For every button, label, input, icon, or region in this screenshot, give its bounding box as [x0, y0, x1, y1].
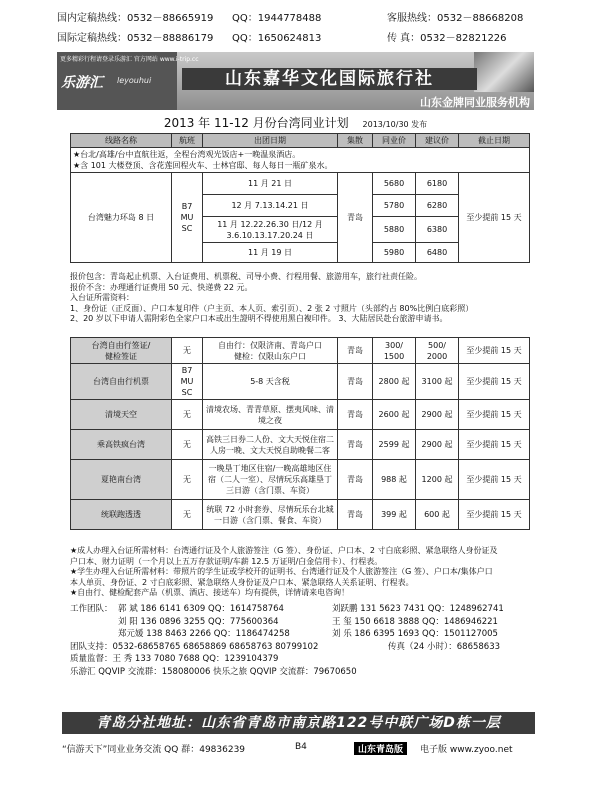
team-label: 工作团队：	[70, 604, 113, 614]
peer-price: 5680	[373, 173, 416, 195]
brand-en: leyouhui	[117, 76, 152, 85]
deadline: 至少提前 15 天	[459, 500, 530, 530]
deadline: 至少提前 15 天	[459, 338, 530, 364]
paper-edition-badge: 山东青岛版	[354, 742, 407, 755]
package-note: ★自由行、健检配套产品（机票、酒店、接送车）均有提供，详情请来电咨询！	[70, 588, 350, 597]
flight-cell: 无	[172, 430, 203, 460]
deadline: 至少提前 15 天	[459, 173, 530, 263]
col-suggest-price: 建议价	[416, 134, 459, 148]
city-cell: 青岛	[338, 460, 373, 500]
qq-2: QQ：1650624813	[232, 33, 322, 44]
contact-block	[70, 603, 530, 679]
col-route: 线路名称	[71, 134, 172, 148]
deadline: 至少提前 15 天	[459, 430, 530, 460]
student-req-1: ★学生办理入台证所需材料：带照片的学生证或学校开的证明书、台湾通行证及个人旅游签注（G 签）、户口本/集体户口	[70, 567, 493, 576]
route-name: 台湾魅力环岛 8 日	[71, 173, 172, 263]
brand-logo: 乐游汇	[61, 75, 103, 91]
e-edition: 电子版 www.zyoo.net	[420, 745, 513, 755]
note-docs-2: 2、20 岁以下申请人需附彩色全家户口本或出生證明不得使用黑白複印件。 3、大陆居民赴台旅游申请书。	[70, 314, 448, 323]
peer-price: 2599 起	[373, 430, 416, 460]
fax-line: 传 真：0532－82821226	[387, 33, 507, 44]
student-req-2: 本人单页、身份证、2 寸白底彩照、紧急联络人身份证及户口本、紧急联络人关系证明、行程表。	[70, 577, 414, 587]
feature-1: ★台北/高雄/台中直航往返，全程台湾观光饭店+一晚温泉酒店。	[73, 150, 301, 159]
service-hotline: 客服热线：0532－88668208	[387, 13, 524, 24]
product-name: 台湾自由行签证/ 健检签证	[71, 338, 172, 364]
title-text: 2013 年 11-12 月份台湾同业计划	[163, 116, 349, 130]
city-cell: 青岛	[338, 338, 373, 364]
table-row	[71, 400, 530, 430]
product-name: 夏艳南台湾	[71, 460, 172, 500]
note-exclude: 报价不含：办理通行证费用 50 元、快递费 22 元。	[70, 282, 253, 292]
contact-person: 郭 斌 186 6141 6309 QQ：1614758764	[118, 604, 284, 614]
product-name: 统联跑透透	[71, 500, 172, 530]
suggest-price: 500/ 2000	[416, 338, 459, 364]
slogan: 山东金牌同业服务机构	[420, 96, 530, 109]
desc-cell: 统联 72 小时套券、尽情玩乐台北城一日游（含门票、餐食、车资）	[203, 500, 338, 530]
suggest-price: 6180	[416, 173, 459, 195]
suggest-price: 6380	[416, 217, 459, 243]
suggest-price: 1200 起	[416, 460, 459, 500]
note-docs-title: 入台证所需资料：	[70, 293, 134, 302]
deadline: 至少提前 15 天	[459, 460, 530, 500]
date-cell: 11 月 21 日	[203, 173, 338, 195]
desc-cell: 5-8 天含税	[203, 364, 338, 400]
contact-line	[70, 666, 530, 679]
flight-cell: 无	[172, 338, 203, 364]
publish-date: 2013/10/30 发布	[362, 120, 428, 129]
table-row	[71, 338, 530, 364]
company-name: 山东嘉华文化国际旅行社	[182, 68, 477, 90]
peer-price: 300/ 1500	[373, 338, 416, 364]
note-docs-1: 1、身份证（正反面）、户口本复印件（户主页、本人页、索引页）、2 张 2 寸照片（头部约占 80%比例白底彩照）	[70, 303, 474, 313]
desc-cell: 自由行：仅限济南、青岛户口 健检：仅限山东户口	[203, 338, 338, 364]
price-notes	[70, 272, 530, 325]
fax-24h: 传真（24 小时）：68658633	[388, 641, 501, 652]
col-deadline: 截止日期	[459, 134, 530, 148]
desc-cell: 清境农场、青青草原、摆夷风味、清境之夜	[203, 400, 338, 430]
tagline: 更多精彩行程请登录乐游汇 官方网站 www.i-trip.cc	[60, 56, 199, 63]
contact-person: 刘跃鹏 131 5623 7431 QQ：1248962741	[332, 604, 504, 614]
date-cell: 11 月 19 日	[203, 243, 338, 263]
flight-cell: B7 MU SC	[172, 364, 203, 400]
table-row	[71, 460, 530, 500]
table-row	[71, 500, 530, 530]
col-flight: 航班	[172, 134, 203, 148]
gather-city: 青岛	[338, 173, 373, 263]
city-cell: 青岛	[338, 430, 373, 460]
qq-groups: 乐游汇 QQVIP 交流群：158080006 快乐之旅 QQVIP 交流群：79670650	[70, 666, 357, 677]
product-name: 乘高铁疯台湾	[71, 430, 172, 460]
peer-price: 2800 起	[373, 364, 416, 400]
flight-cell: 无	[172, 400, 203, 430]
quality-supervision: 质量监督：王 秀 133 7080 7688 QQ：1239104379	[70, 654, 279, 665]
contact-line	[70, 616, 530, 629]
contact-line	[70, 628, 530, 641]
desc-cell: 高铁三日券二人份、文大天悦住宿二人房一晚、文大天悦自助晚餐二客	[203, 430, 338, 460]
city-cell: 青岛	[338, 500, 373, 530]
page-title	[57, 114, 534, 131]
desc-cell: 一晚垦丁地区住宿/一晚高雄地区住宿（二人一室）、尽情玩乐高雄垦丁三日游（含门票、车资）	[203, 460, 338, 500]
peer-price: 5780	[373, 195, 416, 217]
suggest-price: 2900 起	[416, 430, 459, 460]
suggest-price: 2900 起	[416, 400, 459, 430]
suggest-price: 600 起	[416, 500, 459, 530]
contact-person: 刘 阳 136 0896 3255 QQ：775600364	[118, 616, 279, 627]
peer-price: 5880	[373, 217, 416, 243]
flight-cell: 无	[172, 460, 203, 500]
deadline: 至少提前 15 天	[459, 364, 530, 400]
peer-price: 5980	[373, 243, 416, 263]
product-name: 清境天空	[71, 400, 172, 430]
table-header	[71, 134, 530, 148]
col-peer-price: 同业价	[373, 134, 416, 148]
contact-line	[70, 641, 530, 654]
feature-row	[71, 148, 530, 173]
contact-person: 刘 乐 186 6395 1693 QQ：1501127005	[332, 629, 498, 640]
table-row	[71, 364, 530, 400]
flight-codes: B7 MU SC	[172, 173, 203, 263]
deadline: 至少提前 15 天	[459, 400, 530, 430]
adult-req-2: 户口本、财力证明（一个月以上五万存款证明/车薪 12.5 万证明/白金信用卡）、行程表。	[70, 556, 383, 566]
qq-1: QQ：1944778488	[232, 13, 322, 24]
suggest-price: 6480	[416, 243, 459, 263]
branch-address: 青岛分社地址：山东省青岛市南京路122号中联广场D栋一层	[62, 712, 535, 734]
peer-price: 988 起	[373, 460, 416, 500]
adult-req-1: ★成人办理入台证所需材料：台湾通行证及个人旅游签注（G 签）、身份证、户口本、2 寸白底彩照、紧急联络人身份证及	[70, 546, 498, 555]
city-cell: 青岛	[338, 364, 373, 400]
table-row	[71, 173, 530, 195]
products-table	[70, 337, 530, 530]
suggest-price: 6280	[416, 195, 459, 217]
peer-price: 2600 起	[373, 400, 416, 430]
team-support: 团队支持：0532-68658765 68658869 68658763 80799102	[70, 641, 319, 652]
itinerary-table	[70, 133, 530, 263]
contact-person: 郑元媛 138 8463 2266 QQ：1186474258	[118, 629, 290, 640]
contact-line	[70, 653, 530, 666]
col-gather: 集散	[338, 134, 373, 148]
peer-price: 399 起	[373, 500, 416, 530]
feature-2: ★含 101 大楼登顶、含花莲回程火车、士林官邸、每人每日一瓶矿泉水。	[73, 161, 333, 170]
table-row	[71, 430, 530, 460]
col-date: 出团日期	[203, 134, 338, 148]
header-banner	[57, 52, 534, 110]
scenery-photo	[474, 52, 534, 92]
note-include: 报价包含：青岛起止机票、入台证费用、机票税、司导小费、行程用餐、旅游用车，旅行社责任险。	[70, 272, 422, 281]
flight-cell: 无	[172, 500, 203, 530]
domestic-hotline: 国内定稿热线：0532－88665919	[57, 13, 214, 24]
date-cell: 11 月 12.22.26.30 日/12 月 3.6.10.13.17.20.24 日	[203, 217, 338, 243]
suggest-price: 3100 起	[416, 364, 459, 400]
city-cell: 青岛	[338, 400, 373, 430]
contact-line	[70, 603, 530, 616]
qq-exchange-group: “信游天下”同业业务交流 QQ 群：49836239	[62, 745, 246, 755]
features	[71, 148, 530, 173]
date-cell: 12 月 7.13.14.21 日	[203, 195, 338, 217]
page-number: B4	[295, 742, 307, 752]
contact-person: 王 玺 150 6618 3888 QQ：1486946221	[332, 616, 498, 627]
docs-requirements	[70, 546, 530, 599]
intl-hotline: 国际定稿热线：0532－88886179	[57, 33, 214, 44]
product-name: 台湾自由行机票	[71, 364, 172, 400]
